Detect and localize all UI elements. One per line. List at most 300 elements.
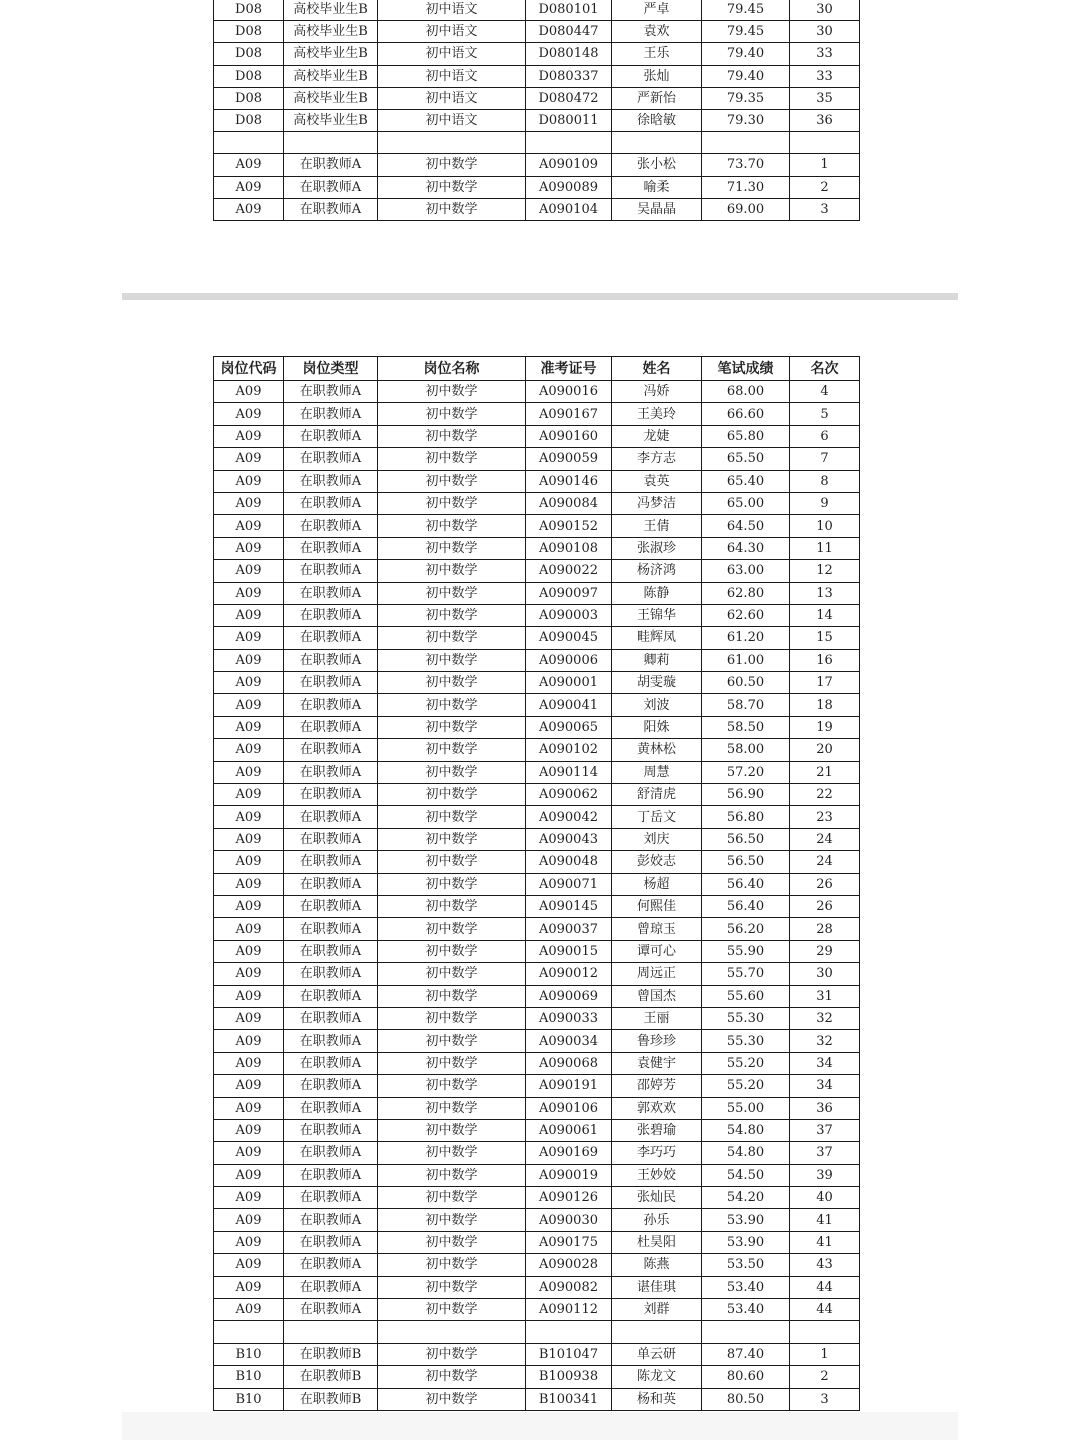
cell-post-code: A09 <box>214 716 284 738</box>
cell-name: 严新怡 <box>612 87 702 109</box>
cell-post-name: 初中数学 <box>378 1299 526 1321</box>
cell-post-name: 初中数学 <box>378 381 526 403</box>
table-row <box>214 43 860 65</box>
cell-rank: 41 <box>790 1231 860 1253</box>
header-written-score: 笔试成绩 <box>702 357 790 381</box>
cell-written-score: 64.50 <box>702 515 790 537</box>
header-post-name: 岗位名称 <box>378 357 526 381</box>
cell-written-score: 65.40 <box>702 470 790 492</box>
cell-written-score <box>702 132 790 154</box>
cell-rank: 41 <box>790 1209 860 1231</box>
cell-post-type: 在职教师A <box>284 1164 378 1186</box>
header-ticket-number: 准考证号 <box>526 357 612 381</box>
cell-post-name: 初中数学 <box>378 1164 526 1186</box>
cell-post-type: 在职教师A <box>284 1119 378 1141</box>
cell-rank: 43 <box>790 1254 860 1276</box>
cell-written-score: 79.35 <box>702 87 790 109</box>
cell-post-type: 在职教师A <box>284 761 378 783</box>
cell-written-score: 56.90 <box>702 784 790 806</box>
cell-post-code: A09 <box>214 806 284 828</box>
cell-post-name: 初中数学 <box>378 492 526 514</box>
cell-ticket-number: A090006 <box>526 649 612 671</box>
cell-post-code: A09 <box>214 582 284 604</box>
table-row <box>214 1030 860 1052</box>
cell-post-code: D08 <box>214 21 284 43</box>
cell-post-code: A09 <box>214 1030 284 1052</box>
cell-post-code: A09 <box>214 492 284 514</box>
cell-post-name: 初中数学 <box>378 1388 526 1410</box>
cell-written-score: 55.20 <box>702 1075 790 1097</box>
cell-ticket-number: A090145 <box>526 895 612 917</box>
cell-post-code: A09 <box>214 851 284 873</box>
table-row <box>214 963 860 985</box>
cell-post-type: 在职教师A <box>284 1097 378 1119</box>
cell-name: 胡雯璇 <box>612 672 702 694</box>
cell-name: 王丽 <box>612 1007 702 1029</box>
cell-rank: 12 <box>790 560 860 582</box>
cell-name: 王倩 <box>612 515 702 537</box>
cell-post-name: 初中数学 <box>378 851 526 873</box>
cell-post-code: A09 <box>214 784 284 806</box>
cell-written-score: 56.50 <box>702 851 790 873</box>
cell-post-type: 在职教师A <box>284 694 378 716</box>
cell-post-name: 初中语文 <box>378 87 526 109</box>
cell-post-type: 在职教师A <box>284 627 378 649</box>
cell-post-type: 高校毕业生B <box>284 21 378 43</box>
cell-post-name: 初中数学 <box>378 828 526 850</box>
cell-written-score: 71.30 <box>702 176 790 198</box>
cell-post-type: 高校毕业生B <box>284 109 378 131</box>
cell-name: 孙乐 <box>612 1209 702 1231</box>
cell-post-type: 高校毕业生B <box>284 87 378 109</box>
cell-post-code: A09 <box>214 828 284 850</box>
table-row <box>214 1075 860 1097</box>
cell-rank: 34 <box>790 1052 860 1074</box>
cell-post-code: D08 <box>214 65 284 87</box>
cell-rank: 17 <box>790 672 860 694</box>
cell-post-type: 在职教师A <box>284 828 378 850</box>
cell-name: 喻柔 <box>612 176 702 198</box>
cell-written-score: 60.50 <box>702 672 790 694</box>
cell-ticket-number: D080101 <box>526 0 612 21</box>
cell-rank: 9 <box>790 492 860 514</box>
cell-rank: 33 <box>790 43 860 65</box>
cell-ticket-number: A090108 <box>526 537 612 559</box>
cell-rank: 32 <box>790 1030 860 1052</box>
cell-post-name: 初中语文 <box>378 43 526 65</box>
cell-rank: 32 <box>790 1007 860 1029</box>
cell-post-name: 初中数学 <box>378 873 526 895</box>
cell-post-code: A09 <box>214 918 284 940</box>
table-row <box>214 176 860 198</box>
cell-post-code: A09 <box>214 985 284 1007</box>
table-row <box>214 716 860 738</box>
cell-ticket-number: A090109 <box>526 154 612 176</box>
cell-post-code: A09 <box>214 176 284 198</box>
cell-written-score: 63.00 <box>702 560 790 582</box>
cell-written-score: 65.00 <box>702 492 790 514</box>
cell-post-code: A09 <box>214 940 284 962</box>
cell-post-name: 初中数学 <box>378 403 526 425</box>
cell-ticket-number: A090033 <box>526 1007 612 1029</box>
table-row <box>214 154 860 176</box>
cell-written-score: 56.40 <box>702 895 790 917</box>
score-table <box>213 0 860 221</box>
cell-post-code <box>214 1321 284 1343</box>
results-table-page-1 <box>213 0 859 221</box>
blank-row <box>214 1321 860 1343</box>
cell-post-code: A09 <box>214 963 284 985</box>
page-divider <box>122 293 958 300</box>
cell-rank: 2 <box>790 176 860 198</box>
cell-written-score: 79.40 <box>702 43 790 65</box>
cell-name: 李方志 <box>612 448 702 470</box>
cell-rank: 24 <box>790 851 860 873</box>
table-row <box>214 425 860 447</box>
cell-ticket-number: A090041 <box>526 694 612 716</box>
cell-post-name: 初中数学 <box>378 672 526 694</box>
cell-post-name: 初中数学 <box>378 895 526 917</box>
cell-rank: 6 <box>790 425 860 447</box>
cell-post-type: 在职教师A <box>284 1276 378 1298</box>
cell-written-score: 65.50 <box>702 448 790 470</box>
table-body <box>214 381 860 1411</box>
table-row <box>214 851 860 873</box>
cell-written-score <box>702 1321 790 1343</box>
cell-name: 李巧巧 <box>612 1142 702 1164</box>
cell-ticket-number: A090059 <box>526 448 612 470</box>
cell-rank <box>790 132 860 154</box>
cell-post-code: A09 <box>214 537 284 559</box>
cell-rank: 19 <box>790 716 860 738</box>
cell-name: 丁岳文 <box>612 806 702 828</box>
table-row <box>214 1187 860 1209</box>
cell-rank: 26 <box>790 873 860 895</box>
table-row <box>214 515 860 537</box>
cell-ticket-number: A090019 <box>526 1164 612 1186</box>
cell-written-score: 56.50 <box>702 828 790 850</box>
cell-post-code: D08 <box>214 87 284 109</box>
table-row <box>214 672 860 694</box>
blank-row <box>214 132 860 154</box>
cell-ticket-number <box>526 1321 612 1343</box>
cell-rank: 36 <box>790 109 860 131</box>
cell-post-name: 初中数学 <box>378 739 526 761</box>
cell-post-code: A09 <box>214 694 284 716</box>
cell-post-name: 初中数学 <box>378 627 526 649</box>
cell-name: 曾琼玉 <box>612 918 702 940</box>
cell-post-name: 初中语文 <box>378 65 526 87</box>
cell-name: 曾国杰 <box>612 985 702 1007</box>
cell-post-name: 初中语文 <box>378 109 526 131</box>
cell-post-name: 初中数学 <box>378 1075 526 1097</box>
cell-post-name: 初中数学 <box>378 448 526 470</box>
cell-name: 彭姣志 <box>612 851 702 873</box>
cell-post-name: 初中数学 <box>378 1030 526 1052</box>
cell-post-type: 在职教师A <box>284 806 378 828</box>
cell-post-code: A09 <box>214 198 284 220</box>
cell-name: 张淑珍 <box>612 537 702 559</box>
cell-post-code: A09 <box>214 761 284 783</box>
cell-written-score: 66.60 <box>702 403 790 425</box>
cell-post-name: 初中数学 <box>378 761 526 783</box>
table-row <box>214 828 860 850</box>
table-row <box>214 470 860 492</box>
cell-ticket-number: A090152 <box>526 515 612 537</box>
cell-post-name: 初中数学 <box>378 940 526 962</box>
cell-post-name: 初中数学 <box>378 985 526 1007</box>
cell-written-score: 54.80 <box>702 1119 790 1141</box>
cell-written-score: 79.45 <box>702 21 790 43</box>
cell-ticket-number: A090089 <box>526 176 612 198</box>
cell-post-name: 初中数学 <box>378 1007 526 1029</box>
table-row <box>214 1254 860 1276</box>
cell-rank: 44 <box>790 1299 860 1321</box>
cell-post-code: A09 <box>214 1075 284 1097</box>
cell-post-name: 初中数学 <box>378 694 526 716</box>
cell-post-code: A09 <box>214 470 284 492</box>
cell-post-type: 在职教师A <box>284 403 378 425</box>
cell-written-score: 73.70 <box>702 154 790 176</box>
cell-rank: 30 <box>790 21 860 43</box>
cell-written-score: 65.80 <box>702 425 790 447</box>
cell-ticket-number: A090016 <box>526 381 612 403</box>
cell-post-code: A09 <box>214 1254 284 1276</box>
table-row <box>214 1142 860 1164</box>
cell-ticket-number: A090003 <box>526 604 612 626</box>
cell-post-type: 在职教师A <box>284 1209 378 1231</box>
cell-written-score: 55.60 <box>702 985 790 1007</box>
cell-name: 单云研 <box>612 1343 702 1365</box>
cell-ticket-number: A090065 <box>526 716 612 738</box>
table-row <box>214 1052 860 1074</box>
table-row <box>214 403 860 425</box>
cell-rank: 30 <box>790 963 860 985</box>
cell-post-name <box>378 1321 526 1343</box>
cell-ticket-number: A090034 <box>526 1030 612 1052</box>
cell-ticket-number: A090114 <box>526 761 612 783</box>
cell-written-score: 61.00 <box>702 649 790 671</box>
cell-post-code: D08 <box>214 43 284 65</box>
cell-post-type: 在职教师A <box>284 672 378 694</box>
cell-name: 王妙姣 <box>612 1164 702 1186</box>
cell-ticket-number: A090043 <box>526 828 612 850</box>
cell-rank: 23 <box>790 806 860 828</box>
cell-name: 冯娇 <box>612 381 702 403</box>
table-row <box>214 1299 860 1321</box>
cell-written-score: 53.40 <box>702 1276 790 1298</box>
table-row <box>214 21 860 43</box>
cell-post-code: A09 <box>214 1052 284 1074</box>
cell-post-code: A09 <box>214 672 284 694</box>
cell-post-code: A09 <box>214 154 284 176</box>
cell-written-score: 53.40 <box>702 1299 790 1321</box>
cell-ticket-number: A090082 <box>526 1276 612 1298</box>
cell-post-name: 初中数学 <box>378 470 526 492</box>
cell-rank: 40 <box>790 1187 860 1209</box>
cell-post-name: 初中数学 <box>378 806 526 828</box>
cell-post-name <box>378 132 526 154</box>
cell-post-code: A09 <box>214 1209 284 1231</box>
cell-ticket-number: B100938 <box>526 1366 612 1388</box>
cell-post-type: 在职教师B <box>284 1343 378 1365</box>
page-bottom-edge <box>122 1412 958 1440</box>
cell-post-type: 在职教师A <box>284 425 378 447</box>
cell-post-type: 在职教师A <box>284 470 378 492</box>
cell-post-name: 初中数学 <box>378 1052 526 1074</box>
cell-post-code: A09 <box>214 873 284 895</box>
table-row <box>214 1209 860 1231</box>
cell-post-type: 在职教师B <box>284 1366 378 1388</box>
cell-post-code: A09 <box>214 1187 284 1209</box>
cell-name: 鲁珍珍 <box>612 1030 702 1052</box>
cell-ticket-number: D080148 <box>526 43 612 65</box>
cell-post-code: A09 <box>214 649 284 671</box>
cell-post-code: A09 <box>214 448 284 470</box>
cell-rank: 18 <box>790 694 860 716</box>
cell-post-code: B10 <box>214 1388 284 1410</box>
cell-written-score: 54.80 <box>702 1142 790 1164</box>
cell-written-score: 58.70 <box>702 694 790 716</box>
cell-name: 杜昊阳 <box>612 1231 702 1253</box>
header-post-type: 岗位类型 <box>284 357 378 381</box>
cell-written-score: 68.00 <box>702 381 790 403</box>
cell-post-type: 在职教师A <box>284 784 378 806</box>
cell-post-type: 在职教师A <box>284 448 378 470</box>
cell-post-type: 在职教师A <box>284 515 378 537</box>
cell-post-type: 在职教师A <box>284 873 378 895</box>
cell-post-name: 初中数学 <box>378 1187 526 1209</box>
cell-ticket-number: A090062 <box>526 784 612 806</box>
cell-name: 王乐 <box>612 43 702 65</box>
cell-post-code: A09 <box>214 1097 284 1119</box>
cell-post-type: 在职教师A <box>284 1007 378 1029</box>
cell-rank: 3 <box>790 1388 860 1410</box>
cell-post-type: 在职教师A <box>284 198 378 220</box>
cell-rank: 21 <box>790 761 860 783</box>
cell-ticket-number: D080472 <box>526 87 612 109</box>
table-row <box>214 492 860 514</box>
cell-written-score: 87.40 <box>702 1343 790 1365</box>
cell-rank: 44 <box>790 1276 860 1298</box>
cell-post-type: 在职教师A <box>284 739 378 761</box>
cell-post-name: 初中数学 <box>378 425 526 447</box>
cell-ticket-number: A090104 <box>526 198 612 220</box>
cell-post-name: 初中数学 <box>378 537 526 559</box>
cell-post-type: 高校毕业生B <box>284 65 378 87</box>
table-row <box>214 198 860 220</box>
cell-ticket-number: A090191 <box>526 1075 612 1097</box>
cell-ticket-number <box>526 132 612 154</box>
cell-post-type: 在职教师A <box>284 537 378 559</box>
cell-name: 冯梦洁 <box>612 492 702 514</box>
cell-post-type: 在职教师A <box>284 1052 378 1074</box>
cell-post-code: A09 <box>214 604 284 626</box>
cell-rank: 13 <box>790 582 860 604</box>
cell-post-code: A09 <box>214 1142 284 1164</box>
cell-written-score: 64.30 <box>702 537 790 559</box>
cell-ticket-number: A090146 <box>526 470 612 492</box>
cell-post-type: 在职教师A <box>284 381 378 403</box>
cell-name <box>612 1321 702 1343</box>
table-row <box>214 109 860 131</box>
cell-post-type: 在职教师B <box>284 1388 378 1410</box>
cell-post-type: 在职教师A <box>284 963 378 985</box>
cell-rank: 16 <box>790 649 860 671</box>
cell-post-name: 初中数学 <box>378 716 526 738</box>
cell-rank: 4 <box>790 381 860 403</box>
cell-rank: 20 <box>790 739 860 761</box>
table-row <box>214 1366 860 1388</box>
cell-rank: 15 <box>790 627 860 649</box>
cell-rank: 35 <box>790 87 860 109</box>
cell-written-score: 79.40 <box>702 65 790 87</box>
table-row <box>214 1007 860 1029</box>
cell-ticket-number: A090084 <box>526 492 612 514</box>
cell-written-score: 55.20 <box>702 1052 790 1074</box>
cell-written-score: 62.60 <box>702 604 790 626</box>
cell-post-code: A09 <box>214 895 284 917</box>
cell-post-type: 在职教师A <box>284 582 378 604</box>
cell-written-score: 55.70 <box>702 963 790 985</box>
cell-written-score: 53.90 <box>702 1231 790 1253</box>
cell-ticket-number: A090069 <box>526 985 612 1007</box>
cell-name: 阳姝 <box>612 716 702 738</box>
cell-name: 陈静 <box>612 582 702 604</box>
cell-written-score: 55.90 <box>702 940 790 962</box>
cell-name: 杨和英 <box>612 1388 702 1410</box>
cell-post-name: 初中数学 <box>378 1276 526 1298</box>
cell-name: 龙婕 <box>612 425 702 447</box>
cell-post-type <box>284 132 378 154</box>
cell-post-name: 初中数学 <box>378 1097 526 1119</box>
cell-post-type: 在职教师A <box>284 560 378 582</box>
cell-ticket-number: A090030 <box>526 1209 612 1231</box>
cell-written-score: 62.80 <box>702 582 790 604</box>
cell-ticket-number: A090167 <box>526 403 612 425</box>
cell-rank: 28 <box>790 918 860 940</box>
cell-post-code: A09 <box>214 381 284 403</box>
cell-post-type: 高校毕业生B <box>284 43 378 65</box>
cell-ticket-number: A090160 <box>526 425 612 447</box>
score-table <box>213 356 860 1411</box>
cell-rank: 2 <box>790 1366 860 1388</box>
cell-post-type: 高校毕业生B <box>284 0 378 21</box>
cell-post-type: 在职教师A <box>284 1299 378 1321</box>
cell-rank: 33 <box>790 65 860 87</box>
cell-post-code: A09 <box>214 739 284 761</box>
cell-ticket-number: A090045 <box>526 627 612 649</box>
cell-ticket-number: D080337 <box>526 65 612 87</box>
cell-name: 袁健宇 <box>612 1052 702 1074</box>
table-row <box>214 1276 860 1298</box>
cell-rank: 31 <box>790 985 860 1007</box>
cell-written-score: 55.00 <box>702 1097 790 1119</box>
cell-post-type: 在职教师A <box>284 1187 378 1209</box>
cell-written-score: 53.50 <box>702 1254 790 1276</box>
cell-post-name: 初中数学 <box>378 1231 526 1253</box>
header-post-code: 岗位代码 <box>214 357 284 381</box>
cell-rank: 39 <box>790 1164 860 1186</box>
cell-name: 张灿民 <box>612 1187 702 1209</box>
cell-post-type: 在职教师A <box>284 985 378 1007</box>
cell-written-score: 79.30 <box>702 109 790 131</box>
cell-rank: 3 <box>790 198 860 220</box>
table-row <box>214 784 860 806</box>
cell-name: 严卓 <box>612 0 702 21</box>
cell-rank: 26 <box>790 895 860 917</box>
table-row <box>214 87 860 109</box>
